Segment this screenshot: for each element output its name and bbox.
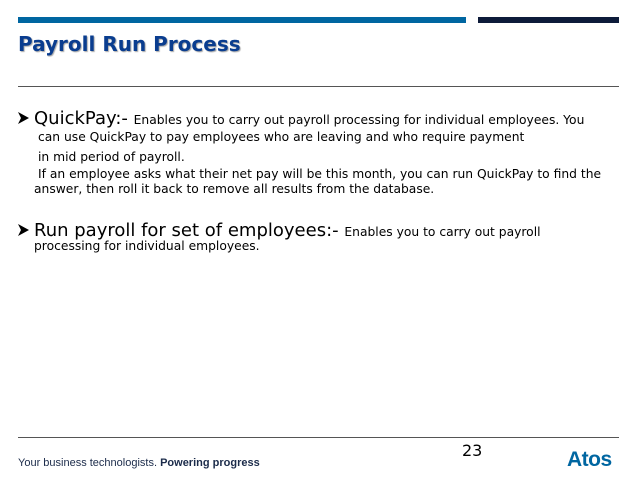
title-divider: [18, 86, 619, 87]
bullet-line: If an employee asks what their net pay will be this month, you can run QuickPay to find the: [38, 167, 602, 181]
page-title: Payroll Run Process: [18, 32, 241, 56]
bullet-line: can use QuickPay to pay employees who are leaving and who require payment: [38, 130, 525, 144]
bullet-lead: Run payroll for set of employees:-: [34, 220, 339, 241]
bullet-line: processing for individual employees.: [34, 239, 260, 253]
footer-divider: [18, 437, 619, 438]
header-accent-bar-dark: [478, 17, 619, 23]
footer-tagline: [18, 457, 260, 469]
bullet-text: Enables you to carry out payroll processing for individual employees. You: [133, 113, 585, 127]
page-number: 23: [462, 441, 483, 460]
bullet-text: Enables you to carry out payroll: [344, 225, 541, 239]
tagline-bold: Powering progress: [160, 457, 260, 469]
bullet-lead: QuickPay:-: [34, 108, 128, 129]
atos-logo: Atos: [567, 448, 612, 471]
bullet-line: in mid period of payroll.: [38, 150, 185, 164]
bullet-line: answer, then roll it back to remove all results from the database.: [34, 182, 435, 196]
bullet-quickpay: [16, 108, 584, 131]
header-accent-bar-blue: [18, 17, 466, 23]
arrow-bullet-icon: [16, 220, 34, 242]
arrow-bullet-icon: [16, 108, 34, 130]
tagline-normal: Your business technologists.: [18, 457, 158, 469]
